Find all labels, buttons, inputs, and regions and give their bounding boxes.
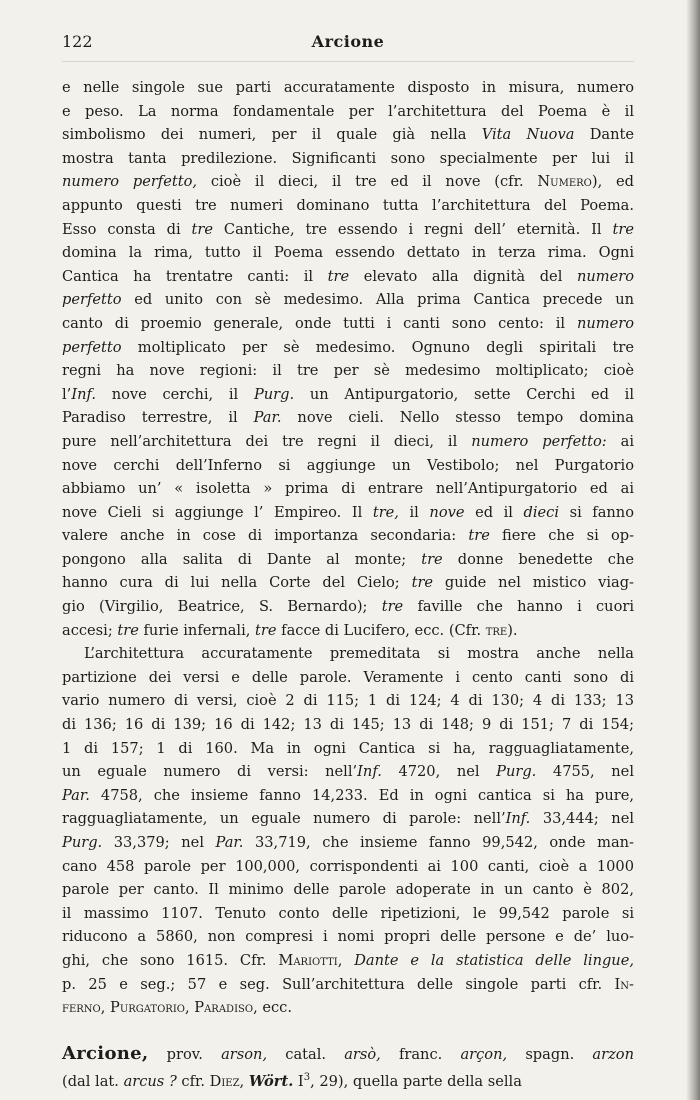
page-edge-shadow (686, 0, 700, 1100)
text-run: l’ (62, 385, 72, 403)
text-line (62, 430, 634, 454)
text-run: p. 25 e seg.; 57 e seg. Sull’architettura delle singole parti cfr. (62, 975, 615, 993)
italic-text: nove (429, 503, 465, 521)
text-run: ghi, che sono 1615. Cfr. (62, 951, 279, 969)
small-caps-text: Diez, (209, 1073, 245, 1091)
page-header (62, 32, 634, 56)
bold-italic-text: Wört. (248, 1073, 294, 1091)
text-line (62, 288, 634, 312)
italic-text: arcus ? (123, 1073, 177, 1091)
text-line (62, 689, 634, 713)
text-line (62, 524, 634, 548)
text-line (62, 571, 634, 595)
text-run: nove cieli. Nello stesso tempo domina (281, 409, 634, 427)
text-run: ). (507, 621, 518, 639)
italic-text: tre (612, 220, 634, 238)
text-run: il (398, 503, 430, 521)
text-run: riducono a 5860, non compresi i nomi propri delle persone e de’ luo- (62, 928, 634, 946)
text-line (62, 949, 634, 973)
italic-text: tre (117, 621, 139, 639)
text-run: hanno cura di lui nella Corte del Cielo; (62, 574, 412, 592)
text-run: di 136; 16 di 139; 16 di 142; 13 di 145; 13 di 148; 9 di 151; 7 di 154; (62, 716, 634, 734)
header-rule (62, 61, 634, 62)
text-line (62, 123, 634, 147)
text-line (62, 265, 634, 289)
text-run: Cantiche, tre essendo i regni dell’ eternità. Il (213, 220, 613, 238)
text-line (62, 100, 634, 124)
italic-text: numero (576, 314, 634, 332)
text-run: furie infernali, (138, 621, 256, 639)
text-run: Esso consta di (62, 220, 192, 238)
text-run: partizione dei versi e delle parole. Veramente i cento canti sono di (62, 668, 634, 686)
italic-text: Vita Nuova (481, 126, 575, 144)
entry-headword: Arcione, (62, 1042, 149, 1064)
text-run: Dante (574, 126, 634, 144)
text-run: facce di Lucifero, ecc. (Cfr. (276, 621, 486, 639)
text-line (62, 312, 634, 336)
italic-text: tre (327, 267, 350, 285)
text-run: elevato alla dignità del (349, 267, 577, 285)
text-run: L’architettura accuratamente premeditata si mostra anche nella (84, 645, 634, 663)
text-run: 1 di 157; 1 di 160. Ma in ogni Cantica si ha, ragguagliatamente, (62, 739, 634, 757)
italic-text: arsò, (344, 1045, 381, 1063)
text-run: ed unito con sè medesimo. Alla prima Cantica precede un (121, 291, 634, 309)
text-run: faville che hanno i cuori (403, 598, 634, 616)
text-run: catal. (267, 1045, 345, 1063)
text-line (62, 76, 634, 100)
italic-text: Purg. (253, 385, 295, 403)
italic-text: arson, (221, 1045, 268, 1063)
text-line (62, 406, 634, 430)
text-run: cano 458 parole per 100,000, corrispondenti ai 100 canti, cioè a 1000 (62, 857, 634, 875)
text-run: pongono alla salita di Dante al monte; (62, 550, 422, 568)
text-line (62, 973, 634, 997)
text-run: un Antipurgatorio, sette Cerchi ed il (294, 385, 634, 403)
italic-text: arzon (592, 1045, 634, 1063)
text-line (62, 996, 634, 1020)
text-run: canto di proemio generale, onde tutti i canti sono cento: il (62, 314, 577, 332)
text-run: e peso. La norma fondamentale per l’architettura del Poema è il (62, 102, 634, 120)
italic-text: perfetto (62, 338, 122, 356)
text-line (62, 241, 634, 265)
text-run: 4720, nel (381, 763, 497, 781)
text-run: accesi; (62, 621, 118, 639)
text-line (62, 1042, 634, 1067)
text-run: ), ed (591, 173, 635, 191)
text-run: e nelle singole sue parti accuratamente disposto in misura, numero (62, 79, 634, 96)
small-caps-text: tre (485, 621, 508, 639)
italic-text: numero perfetto: (471, 432, 607, 450)
text-run: Cantica ha trentatre canti: il (62, 267, 328, 285)
small-caps-text: Numero (537, 173, 592, 191)
text-line (62, 477, 634, 501)
text-run: (dal lat. (62, 1073, 124, 1091)
italic-text: Inf. (357, 763, 382, 781)
text-line (62, 666, 634, 690)
text-run: nove Cieli si aggiunge l’ Empireo. Il (62, 503, 373, 521)
italic-text: Par. (62, 786, 90, 804)
italic-text: perfetto (62, 291, 122, 309)
text-run: 33,719, che insieme fanno 99,542, onde man- (243, 834, 634, 851)
text-run: regni ha nove regioni: il tre per sè medesimo moltiplicato; cioè (62, 362, 634, 380)
text-line (62, 760, 634, 784)
text-run: prov. (148, 1045, 222, 1063)
italic-text: tre (421, 550, 443, 568)
italic-text: tre (191, 220, 214, 238)
text-line (62, 925, 634, 949)
text-run: nove cerchi, il (96, 385, 254, 403)
text-run: un eguale numero di versi: nell’ (62, 763, 358, 781)
text-run: 4758, che insieme fanno 14,233. Ed in ogni cantica si ha pure, (89, 786, 634, 804)
text-line (62, 642, 634, 666)
text-run: vario numero di versi, cioè 2 di 115; 1 di 124; 4 di 130; 4 di 133; 13 (62, 692, 634, 710)
text-run: guide nel mistico viag- (433, 574, 634, 592)
text-line (62, 548, 634, 572)
text-run: gio (Virgilio, Beatrice, S. Bernardo); (62, 598, 382, 616)
text-run: ed il (464, 503, 524, 521)
text-line (62, 218, 634, 242)
text-run: , 29), quella parte della sella (310, 1073, 522, 1091)
italic-text: Inf. (505, 810, 531, 828)
text-line (62, 336, 634, 360)
italic-text: tre (411, 574, 434, 592)
text-run: appunto questi tre numeri dominano tutta l’architettura del Poema. (62, 196, 634, 214)
superscript-text: 3 (303, 1072, 311, 1084)
text-run: moltiplicato per sè medesimo. Ognuno degli spiritali tre (121, 338, 634, 356)
text-run: mostra tanta predilezione. Significanti sono specialmente per lui il (62, 149, 634, 167)
small-caps-text: In- (614, 975, 634, 993)
italic-text: numero perfetto, (62, 173, 198, 191)
text-run: 33,379; nel (102, 834, 216, 851)
text-line (62, 1066, 634, 1093)
text-run: nove cerchi dell’Inferno si aggiunge un Vestibolo; nel Purgatorio (62, 456, 634, 474)
text-line (62, 194, 634, 218)
text-run: cfr. (176, 1073, 210, 1091)
text-run: si fanno (559, 503, 634, 521)
text-run: pure nell’architettura dei tre regni il dieci, il (62, 432, 472, 450)
text-line (62, 619, 634, 643)
text-line (62, 737, 634, 761)
text-line (62, 855, 634, 879)
text-run: spagn. (507, 1045, 593, 1063)
text-run: 33,444; nel (530, 810, 634, 828)
text-run: 4755, nel (536, 763, 634, 781)
text-run: Paradiso terrestre, il (62, 409, 254, 427)
text-run: cioè il dieci, il tre ed il nove (cfr. (197, 173, 538, 191)
text-run: simbolismo dei numeri, per il quale già nella (62, 126, 482, 144)
text-run: ecc. (257, 999, 292, 1017)
text-line (62, 878, 634, 902)
text-run: franc. (380, 1045, 461, 1063)
text-run: parole per canto. Il minimo delle parole adoperate in un canto è 802, (62, 881, 634, 899)
text-run: donne benedette che (442, 550, 634, 568)
italic-text: Par. (215, 834, 244, 851)
text-run (342, 952, 354, 969)
text-run: fiere che si op- (489, 527, 634, 545)
text-run: abbiamo un’ « isoletta » prima di entrare nell’Antipurgatorio ed ai (62, 480, 634, 498)
italic-text: tre, (372, 503, 399, 521)
small-caps-text: ferno, Purgatorio, Paradiso, (62, 999, 258, 1017)
text-run: valere anche in cose di importanza secondaria: (62, 527, 469, 545)
italic-text: Par. (253, 409, 282, 427)
text-line (62, 454, 634, 478)
italic-text: Dante e la statistica delle lingue, (354, 951, 634, 969)
body-text (62, 76, 634, 1094)
text-line (62, 807, 634, 831)
text-line (62, 902, 634, 926)
text-line (62, 784, 634, 808)
text-line (62, 501, 634, 525)
italic-text: dieci (523, 503, 560, 521)
text-line (62, 383, 634, 407)
text-run: ai (606, 432, 635, 450)
text-line (62, 359, 634, 383)
small-caps-text: Mariotti, (278, 951, 343, 969)
text-line (62, 831, 634, 855)
text-run: ragguagliatamente, un eguale numero di parole: nell’ (62, 810, 506, 828)
text-run: il massimo 1107. Tenuto conto delle ripetizioni, le 99,542 parole si (62, 904, 634, 922)
running-title: Arcione (311, 32, 385, 51)
text-run: I (293, 1073, 304, 1091)
italic-text: tre (255, 621, 277, 639)
text-line (62, 595, 634, 619)
text-line (62, 713, 634, 737)
text-run: domina la rima, tutto il Poema essendo dettato in terza rima. Ogni (62, 244, 634, 262)
italic-text: arçon, (460, 1045, 508, 1063)
italic-text: Purg. (62, 834, 103, 851)
italic-text: tre (468, 527, 490, 545)
italic-text: Purg. (496, 763, 537, 781)
text-line (62, 170, 634, 194)
text-line (62, 147, 634, 171)
page-number: 122 (62, 32, 93, 51)
italic-text: numero (576, 267, 634, 285)
italic-text: tre (381, 598, 404, 616)
italic-text: Inf. (71, 385, 96, 403)
